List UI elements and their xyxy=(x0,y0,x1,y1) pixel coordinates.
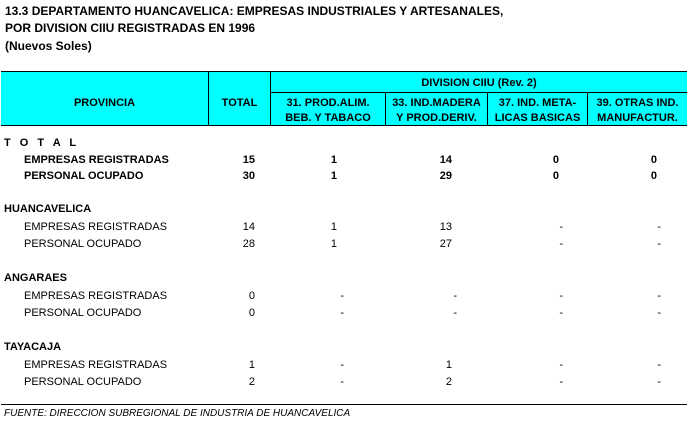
cell-div31: 1 xyxy=(330,238,337,250)
cell-div37: - xyxy=(559,359,563,371)
section-heading xyxy=(0,339,689,355)
row-label: EMPRESAS REGISTRADAS xyxy=(24,221,168,233)
cell-div39: - xyxy=(657,221,661,233)
section-heading xyxy=(0,135,689,151)
header-col31-line2: BEB. Y TABACO xyxy=(285,112,371,124)
table-row xyxy=(0,219,689,235)
cell-total: 28 xyxy=(242,238,255,250)
table-header xyxy=(1,71,687,126)
cell-div33: 13 xyxy=(439,221,452,233)
header-provincia: PROVINCIA xyxy=(73,97,136,109)
table-row xyxy=(0,168,689,184)
row-label: EMPRESAS REGISTRADAS xyxy=(24,154,169,166)
header-total: TOTAL xyxy=(221,97,258,109)
table-row xyxy=(0,236,689,252)
cell-div37: - xyxy=(559,290,563,302)
section-name: T O T A L xyxy=(4,137,80,149)
cell-div39: - xyxy=(657,359,661,371)
table-title-line1: 13.3 DEPARTAMENTO HUANCAVELICA: EMPRESAS INDUSTRIALES Y ARTESANALES, xyxy=(5,4,504,18)
table-title-line2: POR DIVISION CIIU REGISTRADAS EN 1996 xyxy=(5,21,256,35)
cell-div33: 2 xyxy=(445,376,452,388)
cell-total: 2 xyxy=(248,376,255,388)
cell-div37: - xyxy=(559,238,563,250)
table-units: (Nuevos Soles) xyxy=(5,39,92,53)
section-heading xyxy=(0,270,689,286)
cell-div39: - xyxy=(657,376,661,388)
cell-div39: - xyxy=(657,307,661,319)
cell-div31: - xyxy=(340,290,344,302)
cell-div33: 27 xyxy=(439,238,452,250)
cell-div33: 1 xyxy=(445,359,452,371)
cell-div31: - xyxy=(340,307,344,319)
cell-div39: - xyxy=(657,290,661,302)
cell-div37: - xyxy=(559,376,563,388)
cell-div37: - xyxy=(559,221,563,233)
section-name: TAYACAJA xyxy=(4,341,62,353)
cell-div37: - xyxy=(559,307,563,319)
cell-div33: 14 xyxy=(439,154,452,166)
table-row xyxy=(0,152,689,168)
section-name: ANGARAES xyxy=(4,272,67,284)
section-name: HUANCAVELICA xyxy=(4,203,92,215)
table-row xyxy=(0,374,689,390)
cell-total: 0 xyxy=(248,307,255,319)
table-row xyxy=(0,305,689,321)
cell-div39: 0 xyxy=(650,154,657,166)
cell-div33: - xyxy=(453,307,457,319)
table-row xyxy=(0,357,689,373)
footer-divider xyxy=(1,404,687,405)
cell-div31: - xyxy=(340,359,344,371)
row-label: PERSONAL OCUPADO xyxy=(24,170,144,182)
header-col33-line1: 33. IND.MADERA xyxy=(392,97,481,109)
header-col33-line2: Y PROD.DERIV. xyxy=(396,112,477,124)
row-label: EMPRESAS REGISTRADAS xyxy=(24,290,168,302)
cell-div33: 29 xyxy=(439,170,452,182)
header-division-ciiu: DIVISION CIIU (Rev. 2) xyxy=(421,77,537,89)
cell-total: 0 xyxy=(248,290,255,302)
cell-total: 1 xyxy=(248,359,255,371)
cell-total: 15 xyxy=(242,154,255,166)
cell-div31: 1 xyxy=(330,221,337,233)
cell-div39: - xyxy=(657,238,661,250)
table-row xyxy=(0,288,689,304)
cell-div37: 0 xyxy=(552,154,559,166)
cell-div39: 0 xyxy=(650,170,657,182)
source-note: FUENTE: DIRECCION SUBREGIONAL DE INDUSTRIA DE HUANCAVELICA xyxy=(4,408,351,419)
cell-total: 14 xyxy=(242,221,255,233)
row-label: PERSONAL OCUPADO xyxy=(24,376,142,388)
row-label: PERSONAL OCUPADO xyxy=(24,238,142,250)
header-col31-line1: 31. PROD.ALIM. xyxy=(286,97,370,109)
section-heading xyxy=(0,201,689,217)
cell-div31: 1 xyxy=(330,154,337,166)
divider xyxy=(270,92,687,93)
cell-div33: - xyxy=(453,290,457,302)
header-col37-line1: 37. IND. META- xyxy=(498,97,577,109)
cell-total: 30 xyxy=(242,170,255,182)
cell-div37: 0 xyxy=(552,170,559,182)
header-col37-line2: LICAS BASICAS xyxy=(494,112,581,124)
header-col39-line1: 39. OTRAS IND. xyxy=(596,97,679,109)
cell-div31: - xyxy=(340,376,344,388)
row-label: EMPRESAS REGISTRADAS xyxy=(24,359,168,371)
row-label: PERSONAL OCUPADO xyxy=(24,307,142,319)
cell-div31: 1 xyxy=(330,170,337,182)
header-col39-line2: MANUFACTUR. xyxy=(597,112,678,124)
